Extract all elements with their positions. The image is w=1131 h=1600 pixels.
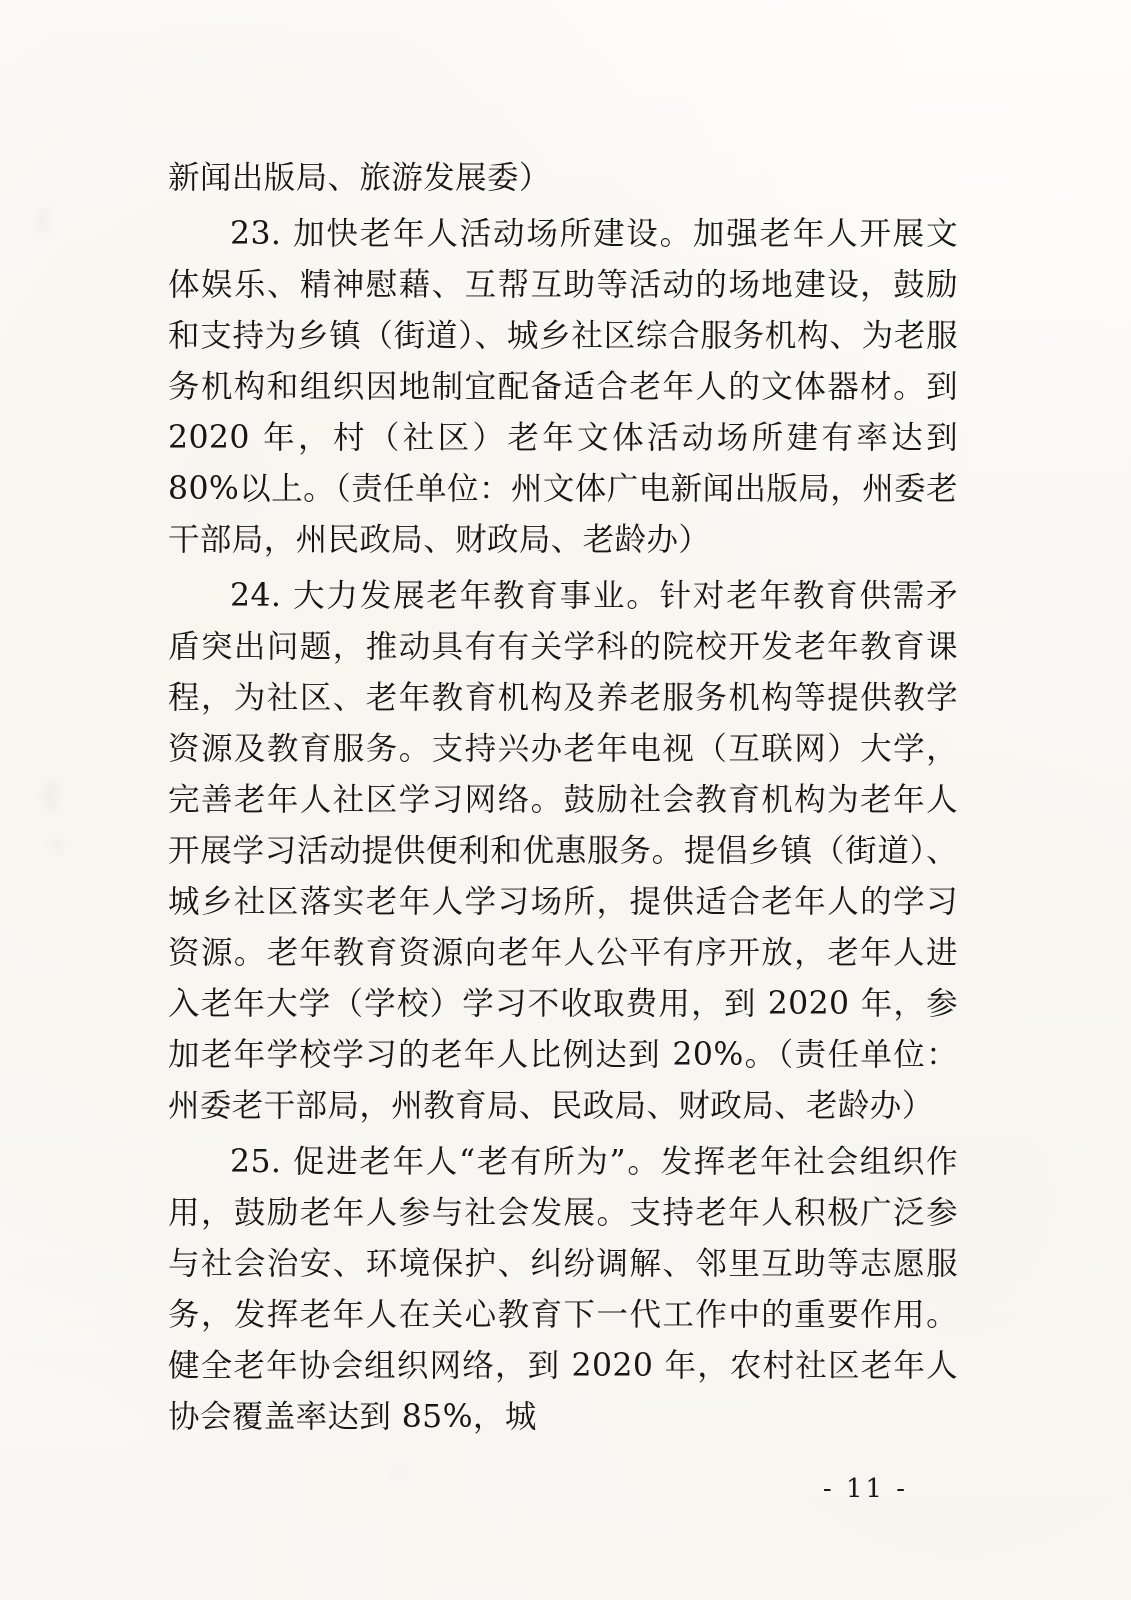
paragraph-spacer <box>168 1132 958 1134</box>
document-body <box>168 150 958 1443</box>
paragraph-item-25: 25. 促进老年人“老有所为”。发挥老年社会组织作用，鼓励老年人参与社会发展。支持老年人积极广泛参与社会治安、环境保护、纠纷调解、邻里互助等志愿服务，发挥老年人在关心教育下一代工作中的重要作用。健全老年协会组织网络，到 2020 年，农村社区老年人协会覆盖率达到 85%，城 <box>168 1144 958 1435</box>
smudge-mark <box>44 778 58 812</box>
smudge-mark <box>52 836 61 854</box>
paragraph-item-24: 24. 大力发展老年教育事业。针对老年教育供需矛盾突出问题，推动具有有关学科的院校开发老年教育课程，为社区、老年教育机构及养老服务机构等提供教学资源及教育服务。支持兴办老年电视（互联网）大学，完善老年人社区学习网络。鼓励社会教育机构为老年人开展学习活动提供便利和优惠服务。提倡乡镇（街道）、城乡社区落实老年人学习场所，提供适合老年人的学习资源。老年教育资源向老年人公平有序开放，老年人进入老年大学（学校）学习不收取费用，到 2020 年，参加老年学校学习的老年人比例达到 20%。（责任单位：州委老干部局，州教育局、民政局、财政局、老龄办） <box>168 578 958 1124</box>
paragraph-item-23: 23. 加快老年人活动场所建设。加强老年人开展文体娱乐、精神慰藉、互帮互助等活动的场地建设，鼓励和支持为乡镇（街道）、城乡社区综合服务机构、为老服务机构和组织因地制宜配备适合老年人的文体器材。到 2020 年，村（社区）老年文体活动场所建有率达到 80%以上。（责任单位：州文体广电新闻出版局，州委老干部局，州民政局、财政局、老龄办） <box>168 216 958 558</box>
paragraph-spacer <box>168 566 958 568</box>
page-number: - 11 - <box>822 1474 909 1504</box>
page-footer <box>0 1474 1131 1504</box>
smudge-mark <box>38 208 48 234</box>
paragraph-spacer <box>168 204 958 206</box>
paragraph-continuation: 新闻出版局、旅游发展委） <box>168 160 551 196</box>
